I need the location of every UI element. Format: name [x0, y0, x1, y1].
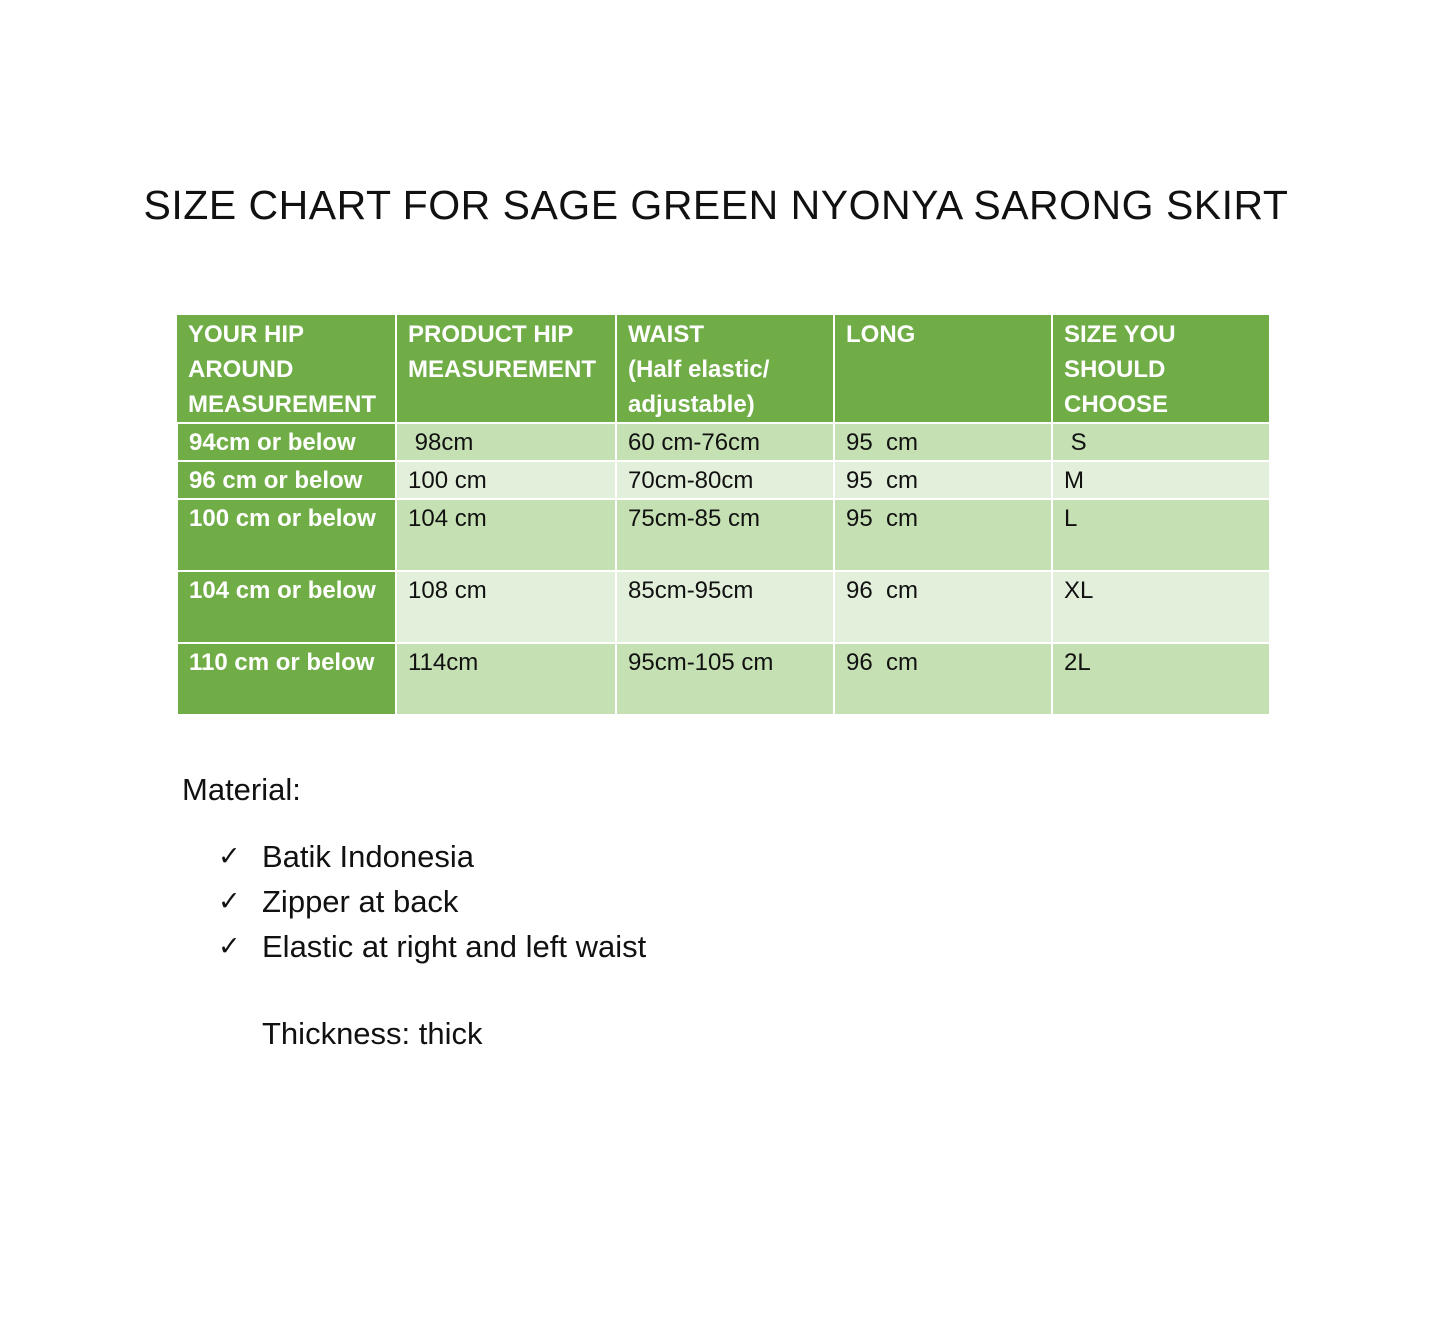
- check-icon: ✓: [218, 840, 241, 872]
- table-header-row: [177, 314, 1270, 423]
- table-row: [177, 643, 1270, 715]
- list-item-text: Zipper at back: [262, 883, 459, 919]
- header-line: adjustable): [628, 391, 755, 418]
- cell-waist: 95cm-105 cm: [616, 643, 834, 715]
- header-line: (Half elastic/: [628, 356, 770, 383]
- cell-hip: 110 cm or below: [177, 643, 396, 715]
- cell-hip: 100 cm or below: [177, 499, 396, 571]
- header-product-hip: [396, 314, 616, 423]
- cell-size: 2L: [1052, 643, 1270, 715]
- material-label: Material:: [182, 772, 301, 807]
- cell-product-hip: 98cm: [396, 423, 616, 461]
- header-line: CHOOSE: [1064, 391, 1169, 418]
- check-icon: ✓: [218, 885, 241, 917]
- list-item: [218, 834, 646, 879]
- header-size: [1052, 314, 1270, 423]
- cell-hip: 94cm or below: [177, 423, 396, 461]
- header-line: WAIST: [628, 321, 704, 348]
- cell-long: 95 cm: [834, 499, 1052, 571]
- list-item-text: Batik Indonesia: [262, 838, 474, 874]
- cell-size: L: [1052, 499, 1270, 571]
- cell-waist: 85cm-95cm: [616, 571, 834, 643]
- list-item-text: Elastic at right and left waist: [262, 928, 647, 964]
- table-row: [177, 423, 1270, 461]
- page-title: SIZE CHART FOR SAGE GREEN NYONYA SARONG SKIRT: [143, 182, 1289, 228]
- cell-long: 96 cm: [834, 643, 1052, 715]
- cell-product-hip: 100 cm: [396, 461, 616, 499]
- table-row: [177, 499, 1270, 571]
- cell-waist: 75cm-85 cm: [616, 499, 834, 571]
- cell-size: S: [1052, 423, 1270, 461]
- cell-long: 95 cm: [834, 461, 1052, 499]
- cell-long: 96 cm: [834, 571, 1052, 643]
- cell-waist: 60 cm-76cm: [616, 423, 834, 461]
- cell-long: 95 cm: [834, 423, 1052, 461]
- header-line: AROUND: [188, 356, 294, 383]
- table-row: [177, 571, 1270, 643]
- header-line: MEASUREMENT: [408, 356, 597, 383]
- header-your-hip: [177, 314, 396, 423]
- cell-waist: 70cm-80cm: [616, 461, 834, 499]
- cell-product-hip: 104 cm: [396, 499, 616, 571]
- header-line: PRODUCT HIP: [408, 321, 574, 348]
- thickness-text: Thickness: thick: [262, 1016, 483, 1051]
- header-line: SHOULD: [1064, 356, 1166, 383]
- cell-hip: 104 cm or below: [177, 571, 396, 643]
- check-icon: ✓: [218, 930, 241, 962]
- table-row: [177, 461, 1270, 499]
- list-item: [218, 879, 646, 924]
- header-line: SIZE YOU: [1064, 321, 1176, 348]
- cell-product-hip: 114cm: [396, 643, 616, 715]
- header-waist: [616, 314, 834, 423]
- size-chart-table: [176, 313, 1271, 716]
- header-line: YOUR HIP: [188, 321, 305, 348]
- cell-product-hip: 108 cm: [396, 571, 616, 643]
- header-long: [834, 314, 1052, 423]
- cell-hip: 96 cm or below: [177, 461, 396, 499]
- header-line: MEASUREMENT: [188, 391, 377, 418]
- header-line: LONG: [846, 321, 916, 348]
- material-list: [218, 834, 646, 969]
- cell-size: XL: [1052, 571, 1270, 643]
- list-item: [218, 924, 646, 969]
- cell-size: M: [1052, 461, 1270, 499]
